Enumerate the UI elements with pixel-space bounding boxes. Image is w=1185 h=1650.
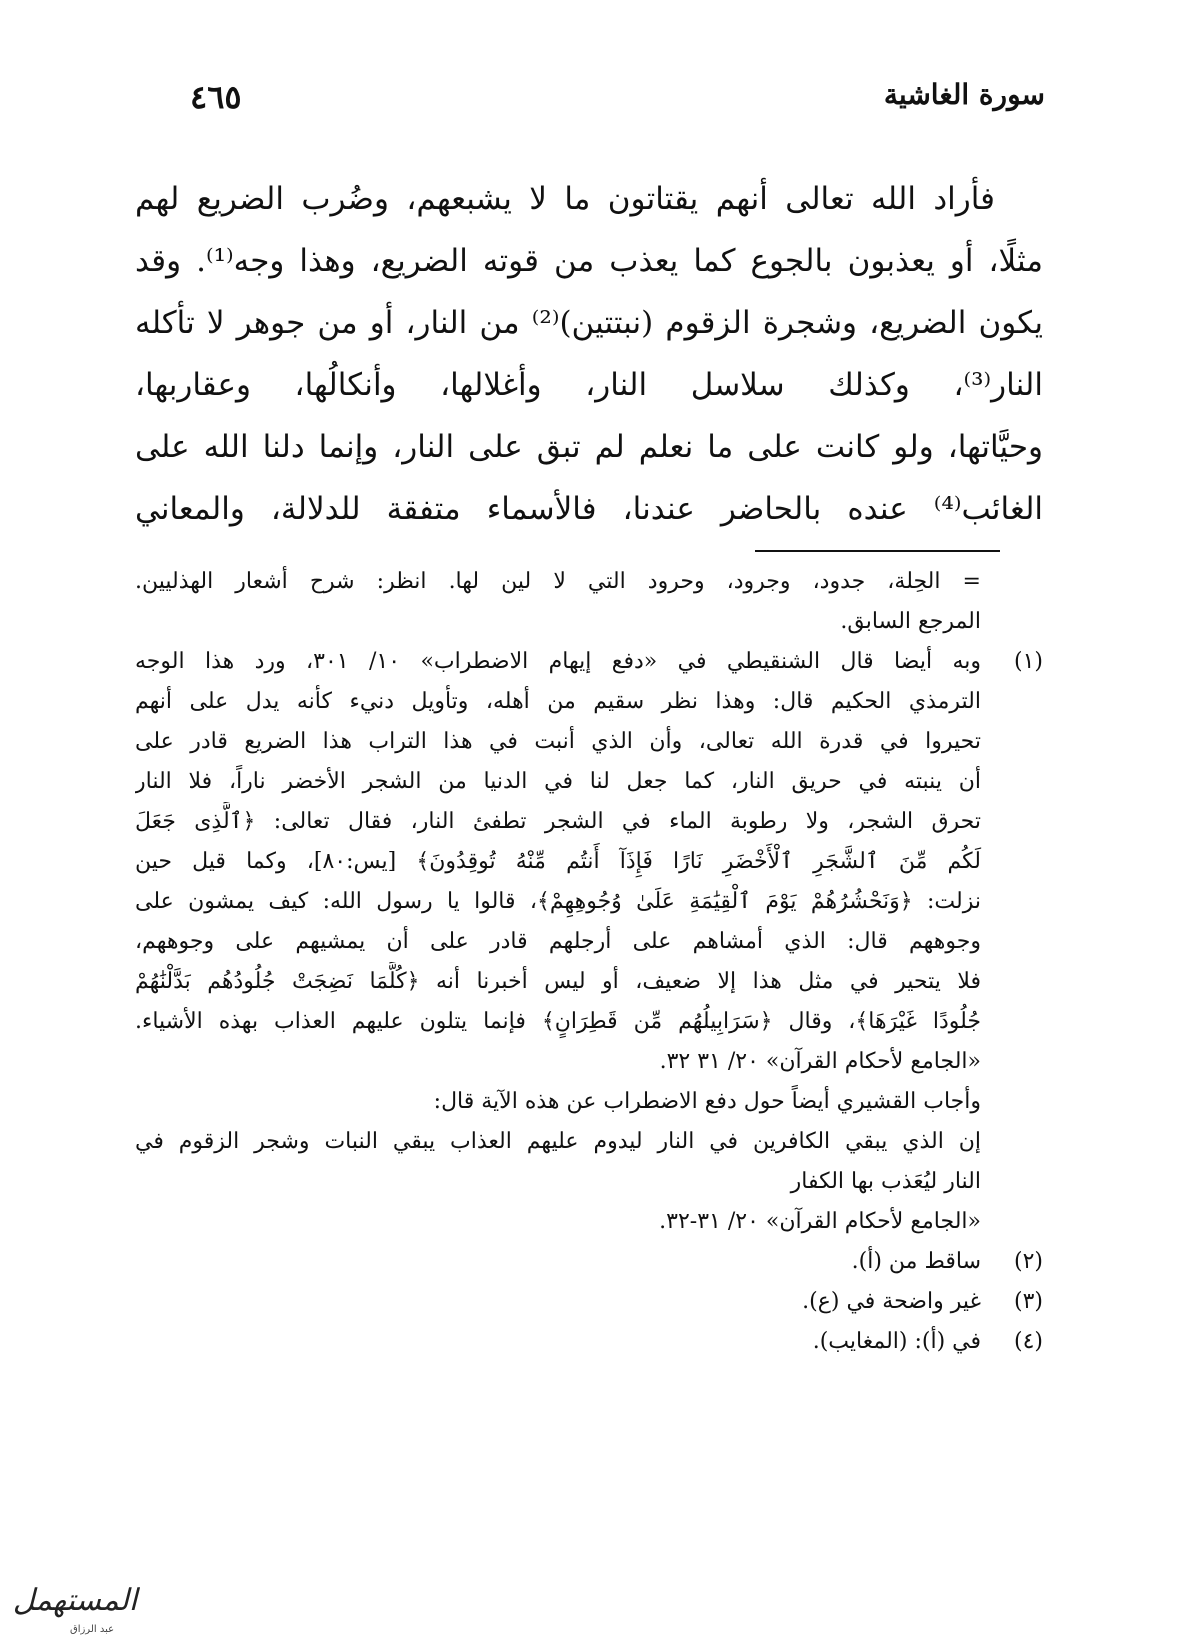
footnote-line: لَكُم مِّنَ ٱلشَّجَرِ ٱلْأَخْضَرِ نَارًا فَإِذَآ أَنتُم مِّنْهُ تُوقِدُونَ﴾ [يس:٨٠]، وكما قيل حين — [135, 849, 982, 874]
footnote-line: تحرق الشجر، ولا رطوبة الماء في الشجر تطفئ النار، فقال تعالى: ﴿ٱلَّذِى جَعَلَ — [135, 809, 981, 834]
footnote-text: في (أ): (المغايب). — [812, 1329, 981, 1354]
footnote-line: تحيروا في قدرة الله تعالى، وأن الذي أنبت في هذا التراب هذا الضريع قادر على — [135, 729, 982, 754]
footnote-4 — [135, 1322, 1043, 1362]
footnote-continuation-line: = الحِلة، جدود، وجرود، وحرود التي لا لين لها. انظر: شرح أشعار الهذليين. — [135, 569, 981, 594]
footnote-line: إن الذي يبقي الكافرين في النار ليدوم عليهم العذاب يبقي النبات وشجر الزقوم في — [135, 1129, 981, 1154]
body-line: وحيَّاتها، ولو كانت على ما نعلم لم تبق على النار، وإنما دلنا الله على — [135, 429, 1043, 465]
footnote-line: أن ينبته في حريق النار، كما جعل لنا في الدنيا من الشجر الأخضر ناراً، فلا النار — [135, 769, 981, 794]
logo-mark: المستهمل — [12, 1583, 138, 1618]
page-header — [190, 78, 1045, 128]
footnote-text: ساقط من (أ). — [851, 1249, 981, 1274]
footnote-line: جُلُودًا غَيْرَهَا﴾، وقال ﴿سَرَابِيلُهُم مِّن قَطِرَانٍ﴾ فإنما يتلون عليهم العذاب بهذه الأشياء. — [135, 1009, 981, 1034]
footnote-number: (٢) — [1013, 1249, 1043, 1274]
footnotes — [135, 562, 1043, 1362]
footnote-number: (٤) — [1013, 1329, 1043, 1354]
page-number: ٤٦٥ — [190, 78, 242, 116]
body-line: النار⁽³⁾، وكذلك سلاسل النار، وأغلالها، وأنكالُها، وعقاربها، — [135, 367, 1043, 403]
footnote-line: فلا يتحير في مثل هذا إلا ضعيف، أو ليس أخبرنا أنه ﴿كُلَّمَا نَضِجَتْ جُلُودُهُم بَدَّلْنَٰهُمْ — [135, 969, 981, 994]
footnote-text: وبه أيضا قال الشنقيطي في «دفع إيهام الاضطراب» ١٠/ ٣٠١، ورد هذا الوجه — [135, 649, 981, 674]
body-line: يكون الضريع، وشجرة الزقوم (نبتتين)⁽²⁾ من النار، أو من جوهر لا تأكله — [135, 305, 1043, 341]
logo-caption: عبد الرزاق — [69, 1624, 115, 1635]
footnote-number: (٣) — [1013, 1289, 1043, 1314]
footnote-continuation-line: المرجع السابق. — [840, 609, 981, 634]
footnote-line: «الجامع لأحكام القرآن» ٢٠/ ٣١ ٣٢. — [659, 1049, 981, 1074]
body-line: الغائب⁽⁴⁾ عنده بالحاضر عندنا، فالأسماء متفقة للدلالة، والمعاني — [135, 491, 1043, 527]
main-text — [135, 168, 1043, 540]
footnote-3 — [135, 1282, 1043, 1322]
footnote-line: «الجامع لأحكام القرآن» ٢٠/ ٣١-٣٢. — [659, 1209, 981, 1234]
body-line: فأراد الله تعالى أنهم يقتاتون ما لا يشبعهم، وضُرب الضريع لهم — [135, 181, 995, 217]
publisher-logo-icon — [10, 1570, 140, 1640]
footnote-2 — [135, 1242, 1043, 1282]
footnote-line: النار ليُعَذب بها الكفار — [790, 1169, 981, 1194]
footnote-text: غير واضحة في (ع). — [802, 1289, 981, 1314]
footnote-line: وأجاب القشيري أيضاً حول دفع الاضطراب عن هذه الآية قال: — [433, 1089, 981, 1114]
footnote-line: نزلت: ﴿وَنَحْشُرُهُمْ يَوْمَ ٱلْقِيَٰمَةِ عَلَىٰ وُجُوهِهِمْ﴾، قالوا يا رسول الله: كيف يمشون على — [135, 889, 981, 914]
surah-title: سورة الغاشية — [883, 78, 1045, 111]
footnote-line: الترمذي الحكيم قال: وهذا نظر سقيم من أهله، وتأويل دنيء كأنه يدل على أنهم — [135, 689, 981, 714]
footnote-separator — [755, 550, 1000, 552]
footnote-1 — [135, 642, 1043, 682]
body-line: مثلًا، أو يعذبون بالجوع كما يعذب من قوته الضريع، وهذا وجه⁽¹⁾. وقد — [135, 243, 1043, 279]
footnote-line: وجوههم قال: الذي أمشاهم على أرجلهم قادر على أن يمشيهم على وجوههم، — [135, 929, 981, 954]
footnote-number: (١) — [1013, 649, 1043, 674]
